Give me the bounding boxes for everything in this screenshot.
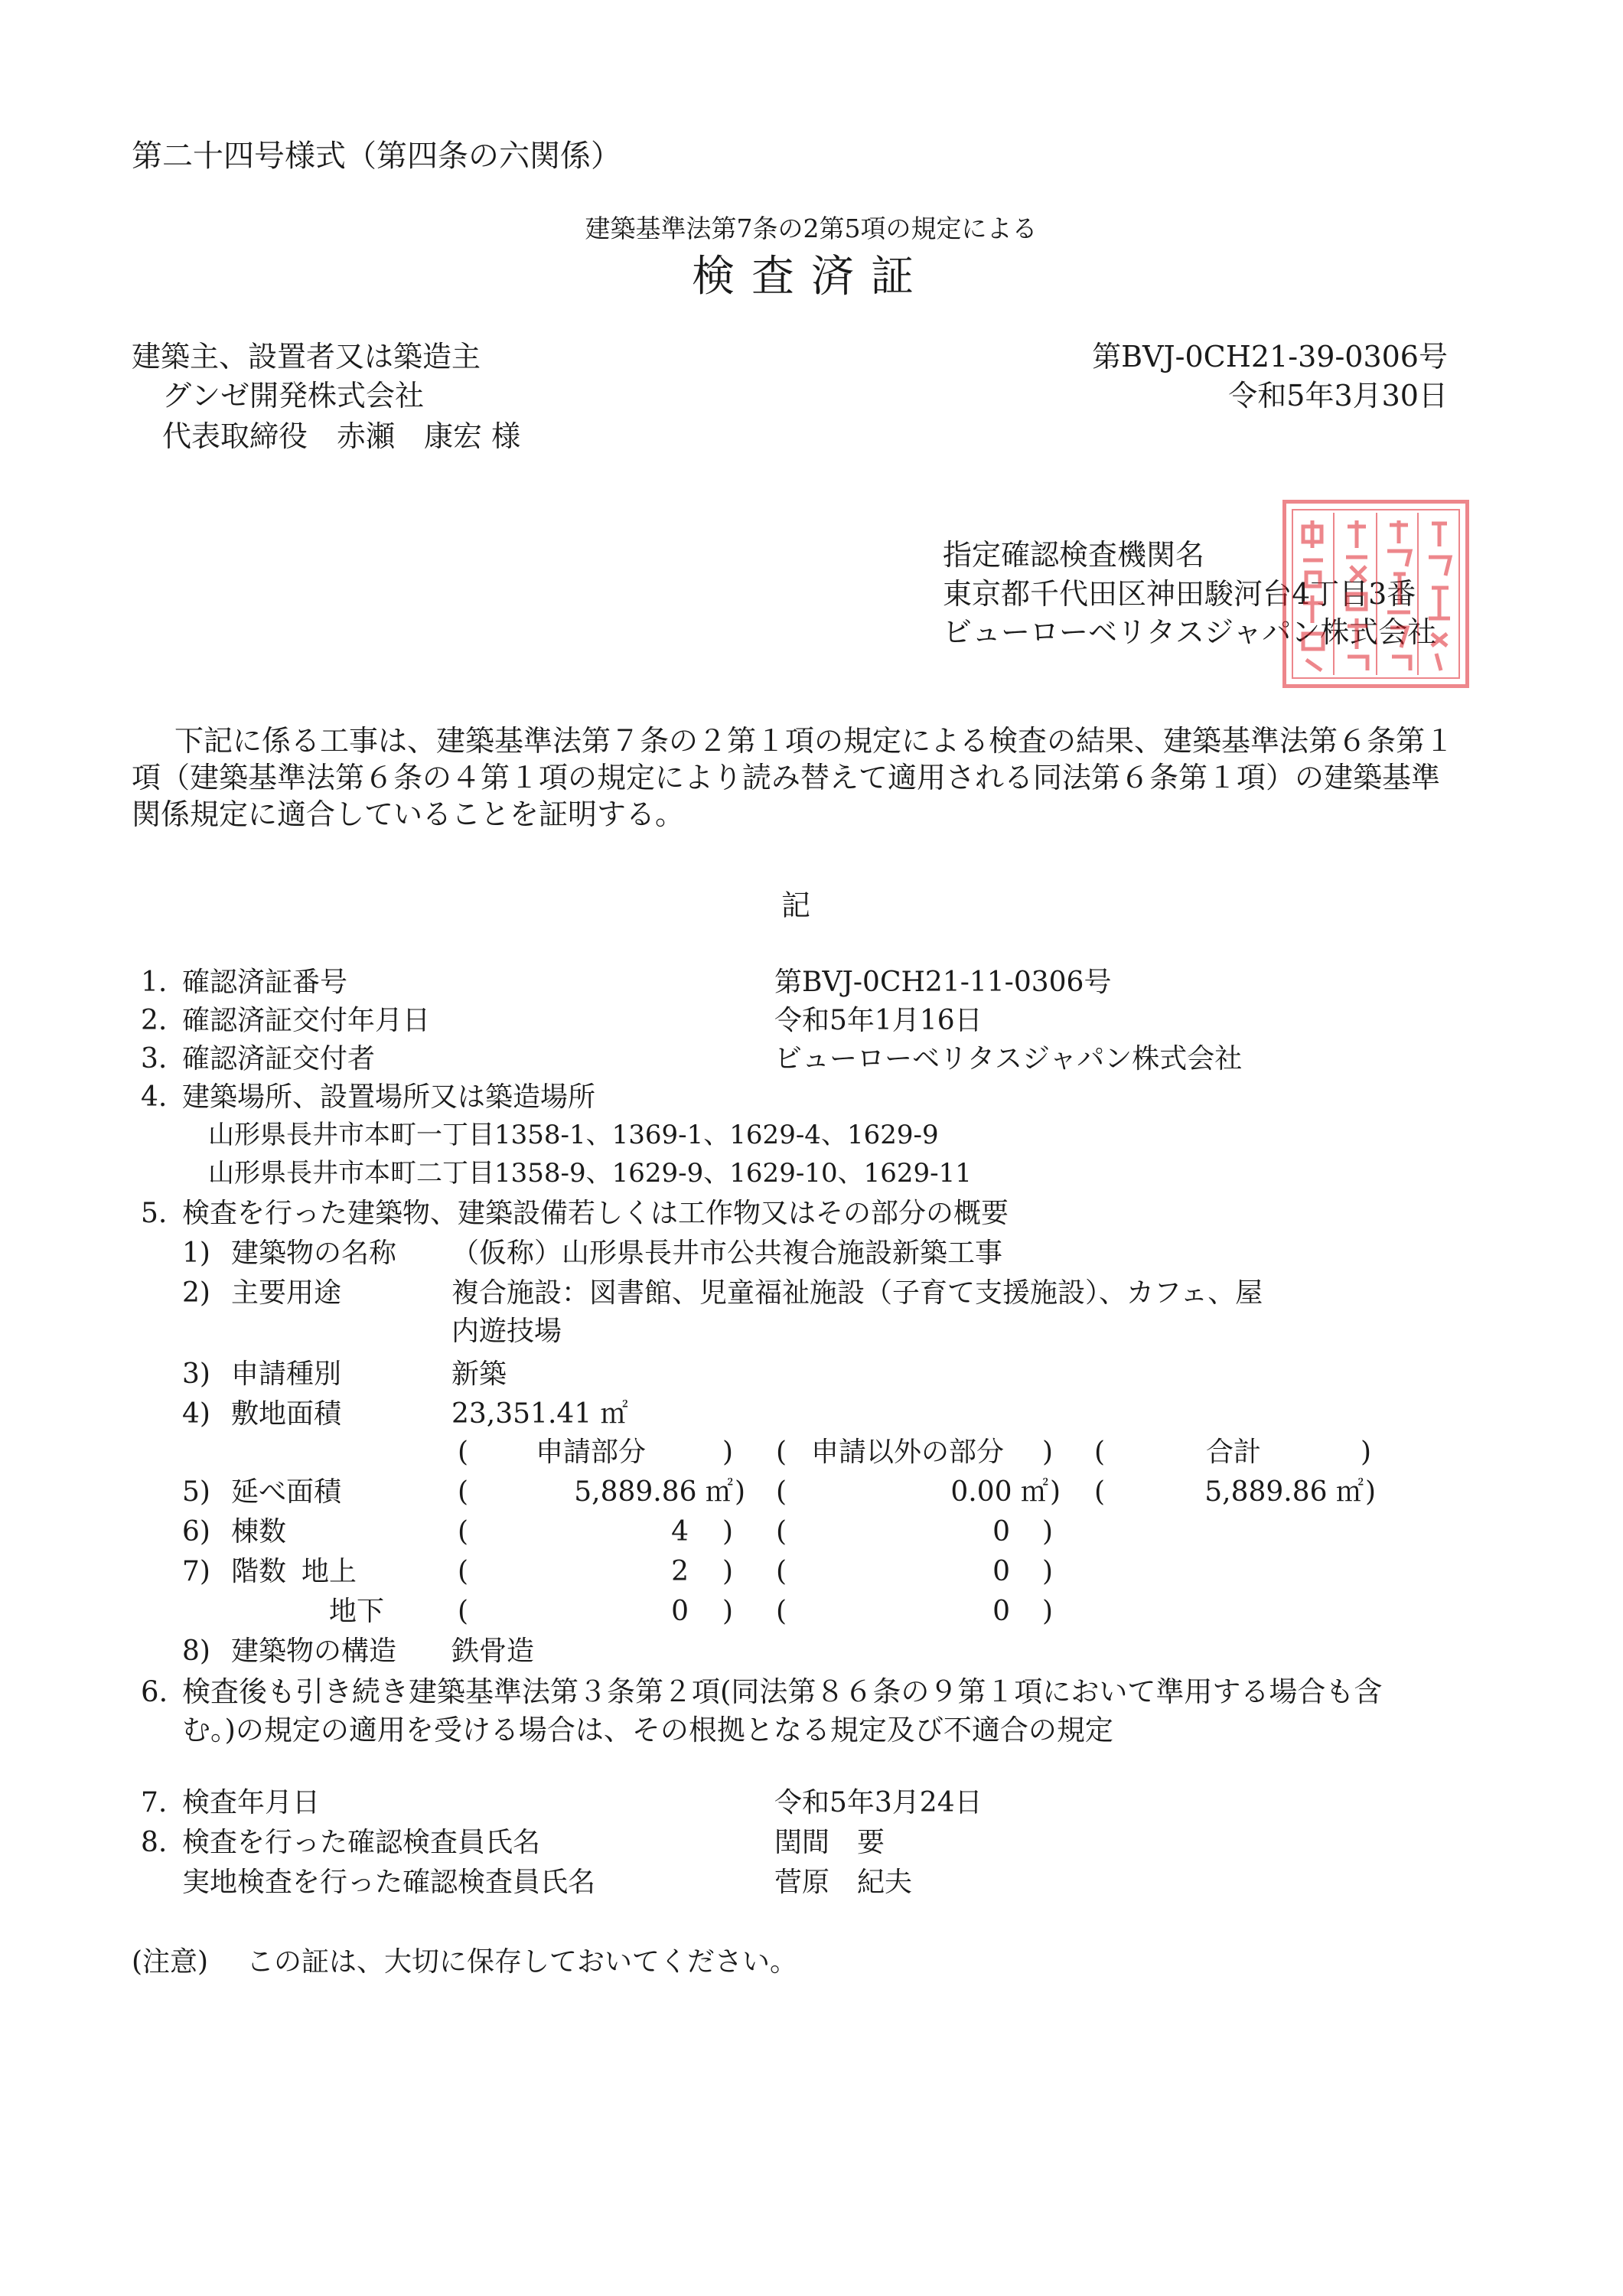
paren-close: ) (1042, 1596, 1054, 1627)
paren-open: ( (458, 1596, 469, 1627)
stories-above-other: 0 (992, 1556, 1010, 1587)
official-seal (1282, 500, 1469, 688)
stories-above-label: 地上 (301, 1556, 357, 1587)
building-count-other: 0 (992, 1516, 1010, 1548)
main-use-value-1: 複合施設：図書館、児童福祉施設（子育て支援施設）、カフェ、屋 (451, 1277, 1263, 1309)
form-number: 第二十四号様式（第四条の六関係） (132, 139, 621, 174)
item-3-number: 3. (141, 1043, 168, 1075)
item-1-value: 第BVJ-0CH21-11-0306号 (774, 967, 1112, 998)
application-type-label: 申請種別 (231, 1358, 342, 1390)
document-title: 検査済証 (692, 252, 930, 302)
sub-8-number: 8) (182, 1636, 210, 1667)
structure-value: 鉄骨造 (451, 1636, 535, 1667)
stories-above-applied: 2 (671, 1556, 689, 1587)
note-label: (注意) (132, 1946, 209, 1978)
item-1-number: 1. (141, 967, 168, 998)
site-address-1: 山形県長井市本町一丁目1358-1、1369-1、1629-4、1629-9 (208, 1120, 939, 1150)
item-2-value: 令和5年1月16日 (774, 1005, 983, 1036)
item-3-value: ビューローベリタスジャパン株式会社 (774, 1043, 1243, 1075)
paren-open: ( (458, 1556, 469, 1587)
paren-open: ( (776, 1437, 787, 1468)
paren-open: ( (1094, 1437, 1106, 1468)
item-6-line-1: 検査後も引き続き建築基準法第３条第２項(同法第８６条の９第１項において準用する場合も含 (182, 1675, 1383, 1708)
building-name-label: 建築物の名称 (231, 1238, 397, 1269)
site-address-2: 山形県長井市本町二丁目1358-9、1629-9、1629-10、1629-11 (208, 1158, 972, 1189)
paren-close: ) (722, 1437, 734, 1468)
paren-open: ( (776, 1516, 787, 1548)
paren-open: ( (776, 1596, 787, 1627)
main-use-value-2: 内遊技場 (451, 1316, 562, 1347)
addressee-label: 建築主、設置者又は築造主 (132, 340, 481, 373)
sub-7-number: 7) (182, 1556, 210, 1587)
paren-open: ( (776, 1556, 787, 1587)
item-8-number: 8. (141, 1827, 168, 1858)
inspector-label: 検査を行った確認検査員氏名 (182, 1827, 541, 1858)
item-2-number: 2. (141, 1005, 168, 1036)
item-4-label: 建築場所、設置場所又は築造場所 (182, 1081, 596, 1113)
sub-4-number: 4) (182, 1398, 210, 1430)
paren-close: ) (722, 1596, 734, 1627)
certificate-number: 第BVJ-0CH21-39-0306号 (1092, 340, 1448, 373)
item-3-label: 確認済証交付者 (182, 1043, 376, 1075)
item-7-number: 7. (141, 1787, 168, 1818)
paren-open: ( (1094, 1476, 1106, 1508)
item-4-number: 4. (141, 1081, 168, 1113)
header-total: 合計 (1206, 1437, 1262, 1468)
site-inspector-name: 菅原 紀夫 (774, 1867, 913, 1898)
header-applied: 申請部分 (536, 1437, 647, 1468)
main-use-label: 主要用途 (231, 1277, 342, 1309)
item-2-label: 確認済証交付年月日 (182, 1005, 431, 1036)
paren-open: ( (458, 1516, 469, 1548)
document-subtitle: 建築基準法第7条の2第5項の規定による (585, 214, 1038, 243)
paren-close: ) (1050, 1476, 1061, 1508)
paren-close: ) (722, 1516, 734, 1548)
floor-area-total: 5,889.86 ㎡ (1204, 1476, 1364, 1508)
certificate-date: 令和5年3月30日 (1228, 379, 1448, 413)
sub-3-number: 3) (182, 1358, 210, 1390)
stories-label: 階数 (231, 1556, 287, 1587)
site-area-value: 23,351.41 ㎡ (451, 1398, 628, 1430)
inspection-date-label: 検査年月日 (182, 1787, 321, 1818)
seal-mark (1286, 504, 1465, 684)
application-type-value: 新築 (451, 1358, 507, 1390)
building-count-applied: 4 (671, 1516, 689, 1548)
item-5-number: 5. (141, 1198, 168, 1229)
sub-5-number: 5) (182, 1476, 210, 1508)
paren-close: ) (722, 1556, 734, 1587)
inspection-date-value: 令和5年3月24日 (774, 1787, 983, 1818)
paren-close: ) (1365, 1476, 1377, 1508)
floor-area-applied: 5,889.86 ㎡ (574, 1476, 733, 1508)
floor-area-label: 延べ面積 (231, 1476, 342, 1508)
item-6-line-2: む。)の規定の適用を受ける場合は、その根拠となる規定及び不適合の規定 (182, 1714, 1113, 1746)
sub-2-number: 2) (182, 1277, 210, 1309)
paren-close: ) (1042, 1516, 1054, 1548)
ki-heading: 記 (781, 889, 810, 922)
sub-1-number: 1) (182, 1238, 210, 1269)
statement-paragraph: 下記に係る工事は、建築基準法第７条の２第１項の規定による検査の結果、建築基準法第６条第１項（建築基準法第６条の４第１項の規定により読み替えて適用される同法第６条第１項）の建築基準関係規定に適合していることを証明する。 (132, 724, 1455, 831)
sub-6-number: 6) (182, 1516, 210, 1548)
inspector-name: 閏間 要 (774, 1827, 885, 1858)
issuer-name: ビューローベリタスジャパン株式会社 (943, 615, 1437, 649)
floor-area-other: 0.00 ㎡ (950, 1476, 1048, 1508)
stories-below-applied: 0 (671, 1596, 689, 1627)
item-5-label: 検査を行った建築物、建築設備若しくは工作物又はその部分の概要 (182, 1198, 1009, 1229)
structure-label: 建築物の構造 (231, 1636, 397, 1667)
paren-close: ) (1361, 1437, 1372, 1468)
issuer-label: 指定確認検査機関名 (943, 538, 1205, 572)
paren-open: ( (458, 1437, 469, 1468)
issuer-address: 東京都千代田区神田駿河台4丁目3番 (943, 577, 1416, 611)
addressee-representative: 代表取締役 赤瀬 康宏 様 (162, 419, 521, 453)
paren-close: ) (735, 1476, 746, 1508)
header-other: 申請以外の部分 (811, 1437, 1005, 1468)
stories-below-other: 0 (992, 1596, 1010, 1627)
addressee-company: グンゼ開発株式会社 (162, 379, 425, 413)
item-6-number: 6. (141, 1675, 168, 1708)
paren-close: ) (1042, 1437, 1054, 1468)
building-name-value: （仮称）山形県長井市公共複合施設新築工事 (451, 1238, 1003, 1269)
site-area-label: 敷地面積 (231, 1398, 342, 1430)
site-inspector-label: 実地検査を行った確認検査員氏名 (182, 1867, 596, 1898)
paren-close: ) (1042, 1556, 1054, 1587)
item-1-label: 確認済証番号 (182, 967, 348, 998)
stories-below-label: 地下 (329, 1596, 385, 1627)
building-count-label: 棟数 (231, 1516, 287, 1548)
note-text: この証は、大切に保存しておいてください。 (246, 1946, 798, 1978)
paren-open: ( (458, 1476, 469, 1508)
paren-open: ( (776, 1476, 787, 1508)
